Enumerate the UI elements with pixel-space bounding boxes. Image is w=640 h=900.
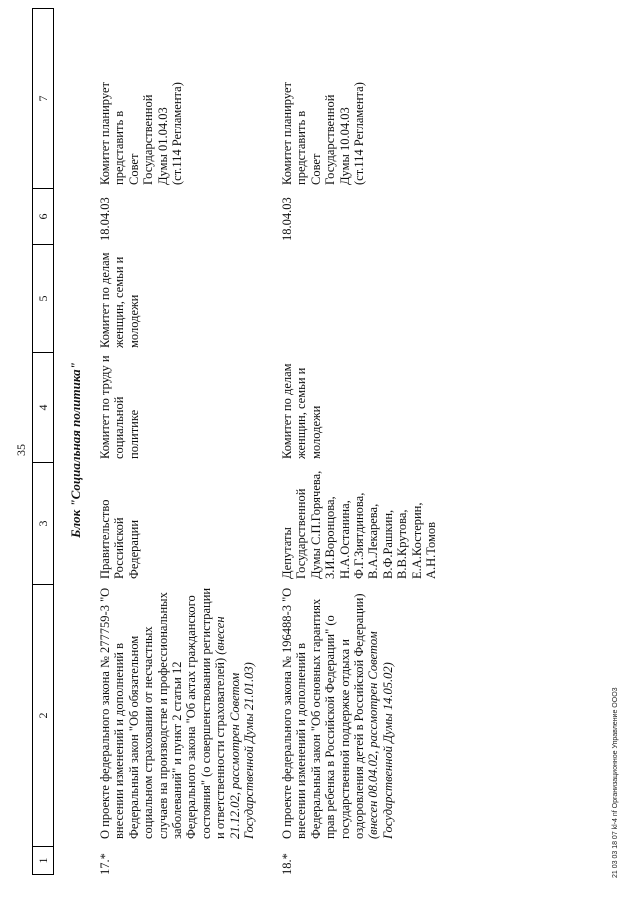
column-number: 4 (33, 352, 53, 462)
bill-note: (внесен 21.12.02, рассмотрен Советом Государственной Думы 21.01.03) (213, 616, 257, 839)
bill-title: О проекте федерального закона № 196488-3 "О внесении изменений и дополнений в Федеральный закон "Об основных гарантиях прав ребенка в Российской Федерации" (о государственной поддержке отдыха и оздоровления детей в Российской Федерации) (280, 587, 367, 839)
row-number: 18.* (280, 853, 294, 875)
bill-description (98, 587, 256, 839)
page-number: 35 (14, 444, 28, 456)
column-number: 1 (33, 846, 53, 874)
row-note: Комитет планирует представить в Совет Государственной Думы 10.04.03 (ст.114 Регламента) (280, 82, 367, 185)
committee-coexecutor: Комитет по делам женщин, семьи и молодежи (98, 252, 141, 348)
column-number: 3 (33, 462, 53, 584)
bill-author: Депутаты Государственной Думы С.П.Горячева, З.И.Воронцова, Н.А.Останина, Ф.Г.Зиятдинова, В.А.Лекарева, В.Ф.Рашкин, В.В.Крутова, Е.А.Костерин, А.Н.Томов (280, 470, 439, 579)
column-number: 5 (33, 244, 53, 352)
row-note: Комитет планирует представить в Совет Государственной Думы 01.04.03 (ст.114 Регламента) (98, 82, 185, 185)
column-number: 7 (36, 95, 50, 102)
committee-responsible: Комитет по труду и социальной политике (98, 355, 141, 459)
bill-author: Правительство Российской Федерации (98, 499, 141, 579)
block-title: Блок "Социальная политика" (68, 362, 83, 538)
column-number: 2 (33, 584, 53, 846)
bill-description (280, 587, 395, 839)
footer-line: 21 03 03 18 07 kl-4 nf Организационное Управление ООО3 (612, 687, 619, 878)
column-number-header (32, 8, 54, 875)
row-date: 18.04.03 (98, 197, 112, 241)
bill-title: О проекте федерального закона № 277759-3 "О внесении изменений и дополнений в Федеральный закон "Об обязательном социальном страховании от несчастных случаев на производстве и профессиональных заболеваний" и пункт 2 статьи 12 Федерального закона "Об актах гражданского состояния" (о совершенствовании регистрации и ответственности страхователей) (98, 587, 228, 839)
column-number: 6 (33, 188, 53, 244)
row-number: 17.* (98, 853, 112, 875)
committee-responsible: Комитет по делам женщин, семьи и молодежи (280, 363, 323, 459)
bill-note: (внесен 08.04.02, рассмотрен Советом Государственной Думы 14.05.02) (366, 631, 395, 839)
row-date: 18.04.03 (280, 197, 294, 241)
